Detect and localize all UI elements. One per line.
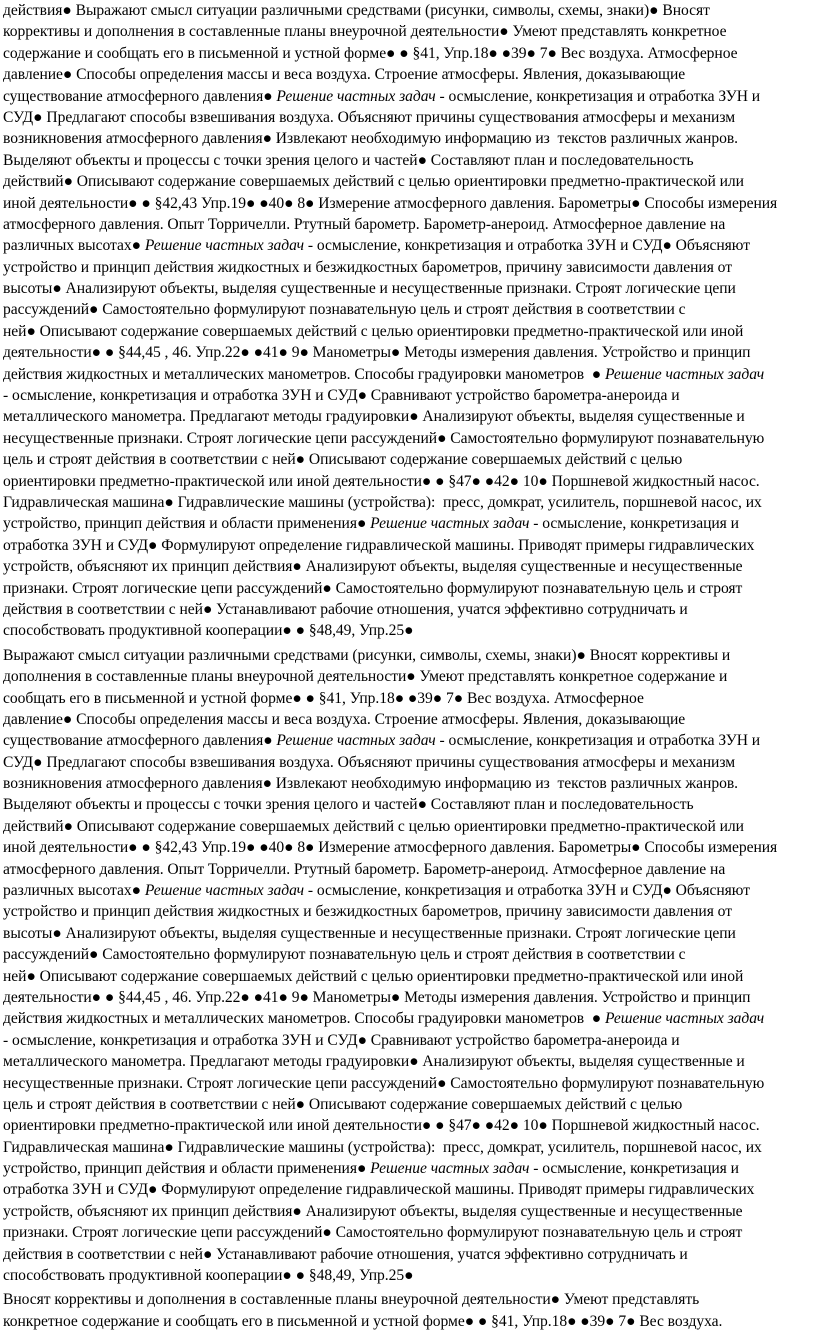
text-line: Выражают смысл ситуации различными средствами (рисунки, символы, схемы, знаки)● Вносят коррективы и	[3, 646, 731, 664]
text-line: различных высотах● Решение частных задач - осмысление, конкретизация и отработка ЗУН и СУД● Объясняют	[3, 882, 750, 900]
text-line: способствовать продуктивной кооперации● ● §48,49, Упр.25●	[3, 1267, 414, 1285]
text-line: конкретное содержание и сообщать его в письменной и устной форме● ● §41, Упр.18● ●39● 7● Вес воздуха.	[3, 1312, 723, 1330]
text-line: цель и строят действия в соответствии с ней● Описывают содержание совершаемых действий с целью	[3, 1095, 683, 1113]
text-line: действия в соответствии с ней● Устанавливают рабочие отношения, учатся эффективно сотрудничать и	[3, 600, 688, 618]
text-line: действий● Описывают содержание совершаемых действий с целью ориентировки предметно-практической или	[3, 173, 744, 191]
text-line: действия жидкостных и металлических манометров. Способы градуировки манометров ● Решение частных задач	[3, 365, 765, 383]
text-line: устройств, объясняют их принцип действия● Анализируют объекты, выделяя существенные и несущественные	[3, 558, 743, 576]
text-line: Выделяют объекты и процессы с точки зрения целого и частей● Составляют план и последовательность	[3, 796, 694, 814]
text-line: различных высотах● Решение частных задач - осмысление, конкретизация и отработка ЗУН и СУД● Объясняют	[3, 237, 750, 255]
text-line: металлического манометра. Предлагают методы градуировки● Анализируют объекты, выделяя существенные и	[3, 408, 745, 426]
text-line: устройство, принцип действия и области применения● Решение частных задач - осмысление, конкретизация и	[3, 515, 739, 533]
text-line: способствовать продуктивной кооперации● ● §48,49, Упр.25●	[3, 622, 414, 640]
text-line: несущественные признаки. Строят логические цепи рассуждений● Самостоятельно формулируют познавательную	[3, 429, 765, 447]
document-page	[3, 0, 813, 1330]
text-line: деятельности● ● §44,45 , 46. Упр.22● ●41● 9● Манометры● Методы измерения давления. Устройство и принцип	[3, 988, 751, 1006]
text-line: возникновения атмосферного давления● Извлекают необходимую информацию из текстов различных жанров.	[3, 775, 738, 793]
text-line: возникновения атмосферного давления● Извлекают необходимую информацию из текстов различных жанров.	[3, 130, 738, 148]
italic-phrase: Решение частных задач	[604, 365, 765, 383]
text-line: рассуждений● Самостоятельно формулируют познавательную цель и строят действия в соответствии с	[3, 301, 686, 319]
italic-phrase: Решение частных задач	[276, 732, 436, 750]
text-line: СУД● Предлагают способы взвешивания воздуха. Объясняют причины существования атмосферы и механизм	[3, 753, 736, 771]
text-line: Гидравлическая машина● Гидравлические машины (устройства): пресс, домкрат, усилитель, поршневой насос, их	[3, 493, 762, 511]
text-line: деятельности● ● §44,45 , 46. Упр.22● ●41● 9● Манометры● Методы измерения давления. Устройство и принцип	[3, 344, 751, 362]
italic-phrase: Решение частных задач	[144, 882, 305, 900]
text-line: ней● Описывают содержание совершаемых действий с целью ориентировки предметно-практической или иной	[3, 322, 744, 340]
text-line: атмосферного давления. Опыт Торричелли. Ртутный барометр. Барометр-анероид. Атмосферное давление на	[3, 215, 726, 233]
text-line: действия в соответствии с ней● Устанавливают рабочие отношения, учатся эффективно сотрудничать и	[3, 1245, 688, 1263]
text-line: цель и строят действия в соответствии с ней● Описывают содержание совершаемых действий с целью	[3, 451, 683, 469]
text-line: - осмысление, конкретизация и отработка ЗУН и СУД● Сравнивают устройство барометра-анероида и	[3, 387, 680, 405]
text-line: Выделяют объекты и процессы с точки зрения целого и частей● Составляют план и последовательность	[3, 151, 694, 169]
text-line: отработка ЗУН и СУД● Формулируют определение гидравлической машины. Приводят примеры гидравлических	[3, 1181, 755, 1199]
text-line: ориентировки предметно-практической или иной деятельности● ● §47● ●42● 10● Поршневой жидкостный насос.	[3, 1117, 760, 1135]
text-line: признаки. Строят логические цепи рассуждений● Самостоятельно формулируют познавательную цель и строят	[3, 579, 743, 597]
text-line: устройство и принцип действия жидкостных и безжидкостных барометров, причину зависимости давления от	[3, 258, 732, 276]
italic-phrase: Решение частных задач	[276, 87, 436, 105]
text-line: атмосферного давления. Опыт Торричелли. Ртутный барометр. Барометр-анероид. Атмосферное давление на	[3, 860, 726, 878]
text-line: устройство и принцип действия жидкостных и безжидкостных барометров, причину зависимости давления от	[3, 903, 732, 921]
text-line: признаки. Строят логические цепи рассуждений● Самостоятельно формулируют познавательную цель и строят	[3, 1224, 743, 1242]
text-line: существование атмосферного давления● Решение частных задач - осмысление, конкретизация и отработка ЗУН и	[3, 87, 761, 105]
text-line: высоты● Анализируют объекты, выделяя существенные и несущественные признаки. Строят логические цепи	[3, 280, 736, 298]
text-line: устройств, объясняют их принцип действия● Анализируют объекты, выделяя существенные и несущественные	[3, 1202, 743, 1220]
text-line: содержание и сообщать его в письменной и устной форме● ● §41, Упр.18● ●39● 7● Вес воздуха. Атмосферное	[3, 44, 738, 62]
italic-phrase: Решение частных задач	[370, 1160, 530, 1178]
italic-phrase: Решение частных задач	[370, 515, 530, 533]
text-line: рассуждений● Самостоятельно формулируют познавательную цель и строят действия в соответствии с	[3, 946, 686, 964]
text-line: дополнения в составленные планы внеурочной деятельности● Умеют представлять конкретное содержание и	[3, 668, 728, 686]
text-line: действия● Выражают смысл ситуации различными средствами (рисунки, символы, схемы, знаки)● Вносят	[3, 2, 710, 19]
text-line: иной деятельности● ● §42,43 Упр.19● ●40● 8● Измерение атмосферного давления. Барометры● Способы измерения	[3, 839, 778, 857]
text-line: сообщать его в письменной и устной форме● ● §41, Упр.18● ●39● 7● Вес воздуха. Атмосферное	[3, 689, 644, 707]
text-line: давление● Способы определения массы и веса воздуха. Строение атмосферы. Явления, доказывающие	[3, 66, 686, 84]
text-line: отработка ЗУН и СУД● Формулируют определение гидравлической машины. Приводят примеры гидравлических	[3, 536, 755, 554]
text-line: ориентировки предметно-практической или иной деятельности● ● §47● ●42● 10● Поршневой жидкостный насос.	[3, 472, 760, 490]
text-line: металлического манометра. Предлагают методы градуировки● Анализируют объекты, выделяя существенные и	[3, 1053, 745, 1071]
text-line: коррективы и дополнения в составленные планы внеурочной деятельности● Умеют представлять конкретное	[3, 23, 727, 41]
text-line: высоты● Анализируют объекты, выделяя существенные и несущественные признаки. Строят логические цепи	[3, 924, 736, 942]
text-line: существование атмосферного давления● Решение частных задач - осмысление, конкретизация и отработка ЗУН и	[3, 732, 761, 750]
text-line: Вносят коррективы и дополнения в составленные планы внеурочной деятельности● Умеют представлять	[3, 1291, 700, 1309]
text-line: несущественные признаки. Строят логические цепи рассуждений● Самостоятельно формулируют познавательную	[3, 1074, 765, 1092]
text-line: Гидравлическая машина● Гидравлические машины (устройства): пресс, домкрат, усилитель, поршневой насос, их	[3, 1138, 762, 1156]
text-line: действия жидкостных и металлических манометров. Способы градуировки манометров ● Решение частных задач	[3, 1010, 765, 1028]
text-line: устройство, принцип действия и области применения● Решение частных задач - осмысление, конкретизация и	[3, 1160, 739, 1178]
text-line: действий● Описывают содержание совершаемых действий с целью ориентировки предметно-практической или	[3, 817, 744, 835]
text-line: ней● Описывают содержание совершаемых действий с целью ориентировки предметно-практической или иной	[3, 967, 744, 985]
text-line: СУД● Предлагают способы взвешивания воздуха. Объясняют причины существования атмосферы и механизм	[3, 108, 736, 126]
text-line: - осмысление, конкретизация и отработка ЗУН и СУД● Сравнивают устройство барометра-анероида и	[3, 1031, 680, 1049]
text-line: иной деятельности● ● §42,43 Упр.19● ●40● 8● Измерение атмосферного давления. Барометры● Способы измерения	[3, 194, 778, 212]
text-line: давление● Способы определения массы и веса воздуха. Строение атмосферы. Явления, доказывающие	[3, 710, 686, 728]
italic-phrase: Решение частных задач	[144, 237, 305, 255]
italic-phrase: Решение частных задач	[604, 1010, 765, 1028]
